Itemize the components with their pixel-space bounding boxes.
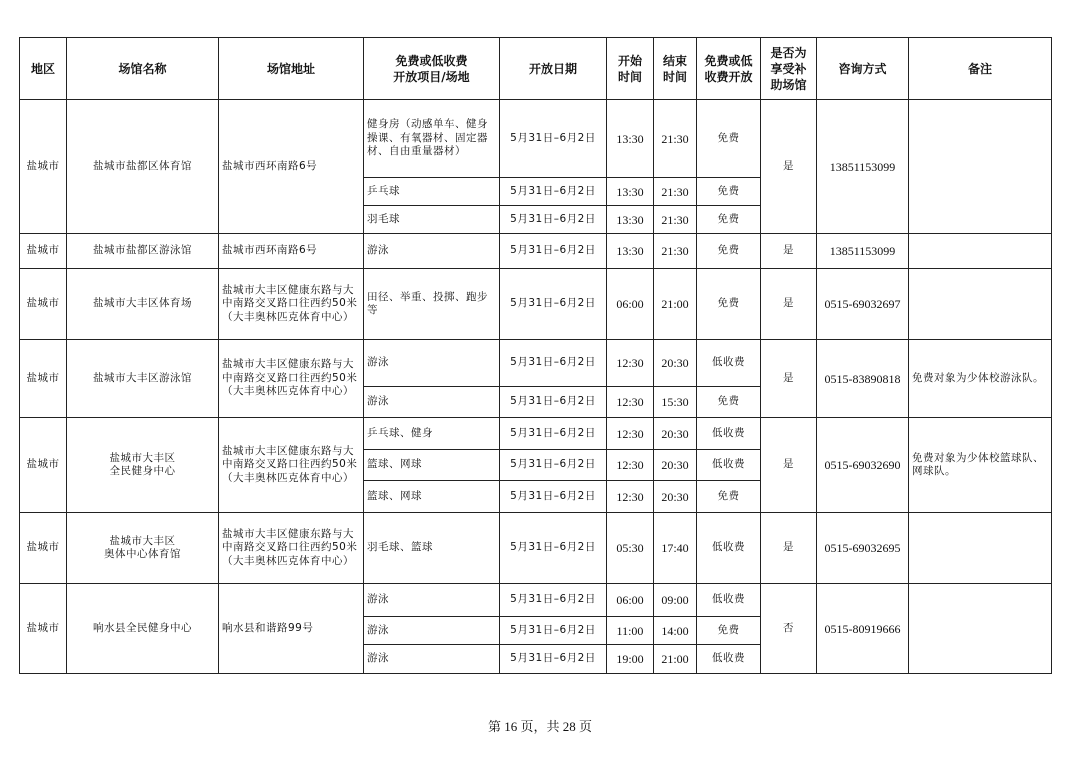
region-cell: 盐城市 bbox=[20, 269, 67, 340]
item-cell: 游泳 bbox=[364, 234, 500, 269]
end-time-cell: 14:00 bbox=[654, 617, 697, 645]
subsidy-cell: 是 bbox=[761, 100, 817, 234]
remark-cell: 免费对象为少体校游泳队。 bbox=[909, 340, 1052, 418]
date-cell: 5月31日–6月2日 bbox=[500, 481, 607, 513]
venue-name-cell: 盐城市大丰区体育场 bbox=[67, 269, 219, 340]
start-time-cell: 06:00 bbox=[607, 584, 654, 617]
table-body bbox=[20, 100, 1052, 674]
item-cell: 乒乓球 bbox=[364, 178, 500, 206]
date-cell: 5月31日–6月2日 bbox=[500, 645, 607, 674]
table-row bbox=[20, 100, 1052, 178]
header-region: 地区 bbox=[20, 38, 67, 100]
header-row bbox=[20, 38, 1052, 100]
fee-cell: 低收费 bbox=[697, 340, 761, 387]
region-cell: 盐城市 bbox=[20, 584, 67, 674]
venue-address-cell: 盐城市大丰区健康东路与大中南路交叉路口往西约50米（大丰奥林匹克体育中心） bbox=[219, 340, 364, 418]
end-time-cell: 20:30 bbox=[654, 450, 697, 481]
page-footer: 第 16 页，共 28 页 bbox=[487, 719, 592, 734]
header-items-line: 开放项目/场地 bbox=[393, 69, 470, 84]
fee-cell: 免费 bbox=[697, 269, 761, 340]
header-start bbox=[607, 38, 654, 100]
venue-name-cell: 盐城市盐都区游泳馆 bbox=[67, 234, 219, 269]
region-cell: 盐城市 bbox=[20, 100, 67, 234]
region-cell: 盐城市 bbox=[20, 234, 67, 269]
item-cell: 羽毛球、篮球 bbox=[364, 513, 500, 584]
fee-cell: 免费 bbox=[697, 617, 761, 645]
start-time-cell: 13:30 bbox=[607, 234, 654, 269]
header-end-line: 时间 bbox=[662, 69, 687, 84]
venue-name-line: 奥体中心体育馆 bbox=[104, 548, 181, 560]
item-cell: 游泳 bbox=[364, 617, 500, 645]
contact-cell: 0515-69032695 bbox=[817, 513, 909, 584]
item-cell: 篮球、网球 bbox=[364, 481, 500, 513]
fee-cell: 免费 bbox=[697, 178, 761, 206]
table-row bbox=[20, 234, 1052, 269]
end-time-cell: 21:00 bbox=[654, 269, 697, 340]
date-cell: 5月31日–6月2日 bbox=[500, 340, 607, 387]
date-cell: 5月31日–6月2日 bbox=[500, 617, 607, 645]
date-cell: 5月31日–6月2日 bbox=[500, 269, 607, 340]
start-time-cell: 13:30 bbox=[607, 206, 654, 234]
date-cell: 5月31日–6月2日 bbox=[500, 513, 607, 584]
fee-cell: 免费 bbox=[697, 481, 761, 513]
start-time-cell: 19:00 bbox=[607, 645, 654, 674]
end-time-cell: 21:30 bbox=[654, 234, 697, 269]
header-fee-line: 免费或低 bbox=[704, 53, 753, 68]
date-cell: 5月31日–6月2日 bbox=[500, 234, 607, 269]
venue-name-cell: 盐城市盐都区体育馆 bbox=[67, 100, 219, 234]
header-end bbox=[654, 38, 697, 100]
header-subsidy-line: 助场馆 bbox=[770, 77, 807, 92]
venue-address-cell: 盐城市西环南路6号 bbox=[219, 234, 364, 269]
subsidy-cell: 是 bbox=[761, 418, 817, 513]
venue-name-line: 全民健身中心 bbox=[109, 465, 176, 477]
header-items-line: 免费或低收费 bbox=[395, 53, 468, 68]
date-cell: 5月31日–6月2日 bbox=[500, 418, 607, 450]
end-time-cell: 20:30 bbox=[654, 418, 697, 450]
header-subsidy-line: 享受补 bbox=[770, 61, 807, 76]
contact-cell: 0515-69032690 bbox=[817, 418, 909, 513]
start-time-cell: 13:30 bbox=[607, 178, 654, 206]
venue-address-cell: 盐城市西环南路6号 bbox=[219, 100, 364, 234]
venue-name-line: 盐城市大丰区 bbox=[109, 534, 176, 547]
region-cell: 盐城市 bbox=[20, 340, 67, 418]
end-time-cell: 21:30 bbox=[654, 178, 697, 206]
table-row bbox=[20, 418, 1052, 450]
header-end-line: 结束 bbox=[662, 53, 687, 68]
item-cell: 游泳 bbox=[364, 645, 500, 674]
item-cell: 羽毛球 bbox=[364, 206, 500, 234]
start-time-cell: 13:30 bbox=[607, 100, 654, 178]
date-cell: 5月31日–6月2日 bbox=[500, 100, 607, 178]
subsidy-cell: 是 bbox=[761, 269, 817, 340]
remark-cell bbox=[909, 513, 1052, 584]
date-cell: 5月31日–6月2日 bbox=[500, 387, 607, 418]
fee-cell: 免费 bbox=[697, 206, 761, 234]
date-cell: 5月31日–6月2日 bbox=[500, 584, 607, 617]
start-time-cell: 12:30 bbox=[607, 340, 654, 387]
item-cell: 篮球、网球 bbox=[364, 450, 500, 481]
header-subsidy-line: 是否为 bbox=[770, 45, 807, 60]
start-time-cell: 12:30 bbox=[607, 450, 654, 481]
subsidy-cell: 是 bbox=[761, 234, 817, 269]
subsidy-cell: 是 bbox=[761, 513, 817, 584]
header-contact: 咨询方式 bbox=[817, 38, 909, 100]
fee-cell: 免费 bbox=[697, 234, 761, 269]
venue-address-cell: 盐城市大丰区健康东路与大中南路交叉路口往西约50米（大丰奥林匹克体育中心） bbox=[219, 269, 364, 340]
end-time-cell: 09:00 bbox=[654, 584, 697, 617]
header-fee-line: 收费开放 bbox=[704, 69, 753, 84]
fee-cell: 低收费 bbox=[697, 584, 761, 617]
contact-cell: 0515-69032697 bbox=[817, 269, 909, 340]
item-cell: 乒乓球、健身 bbox=[364, 418, 500, 450]
venue-name-cell: 盐城市大丰区游泳馆 bbox=[67, 340, 219, 418]
date-cell: 5月31日–6月2日 bbox=[500, 178, 607, 206]
remark-cell bbox=[909, 100, 1052, 234]
start-time-cell: 12:30 bbox=[607, 481, 654, 513]
venue-table bbox=[19, 37, 1052, 674]
fee-cell: 免费 bbox=[697, 387, 761, 418]
table-row bbox=[20, 513, 1052, 584]
item-cell: 田径、举重、投掷、跑步等 bbox=[364, 269, 500, 340]
item-cell: 健身房（动感单车、健身操课、有氧器材、固定器材、自由重量器材） bbox=[364, 100, 500, 178]
end-time-cell: 20:30 bbox=[654, 340, 697, 387]
region-cell: 盐城市 bbox=[20, 513, 67, 584]
date-cell: 5月31日–6月2日 bbox=[500, 206, 607, 234]
contact-cell: 13851153099 bbox=[817, 100, 909, 234]
remark-cell bbox=[909, 584, 1052, 674]
table-row bbox=[20, 584, 1052, 617]
contact-cell: 13851153099 bbox=[817, 234, 909, 269]
venue-address-cell: 盐城市大丰区健康东路与大中南路交叉路口往西约50米（大丰奥林匹克体育中心） bbox=[219, 418, 364, 513]
fee-cell: 低收费 bbox=[697, 450, 761, 481]
contact-cell: 0515-83890818 bbox=[817, 340, 909, 418]
header-venue: 场馆名称 bbox=[67, 38, 219, 100]
end-time-cell: 15:30 bbox=[654, 387, 697, 418]
subsidy-cell: 是 bbox=[761, 340, 817, 418]
contact-cell: 0515-80919666 bbox=[817, 584, 909, 674]
venue-address-cell: 盐城市大丰区健康东路与大中南路交叉路口往西约50米（大丰奥林匹克体育中心） bbox=[219, 513, 364, 584]
end-time-cell: 21:30 bbox=[654, 100, 697, 178]
start-time-cell: 05:30 bbox=[607, 513, 654, 584]
header-start-line: 时间 bbox=[617, 69, 642, 84]
item-cell: 游泳 bbox=[364, 340, 500, 387]
header-address: 场馆地址 bbox=[219, 38, 364, 100]
remark-cell bbox=[909, 269, 1052, 340]
region-cell: 盐城市 bbox=[20, 418, 67, 513]
header-remark: 备注 bbox=[909, 38, 1052, 100]
header-items bbox=[364, 38, 500, 100]
header-subsidy bbox=[761, 38, 817, 100]
venue-name-cell bbox=[67, 513, 219, 584]
venue-address-cell: 响水县和谐路99号 bbox=[219, 584, 364, 674]
end-time-cell: 21:00 bbox=[654, 645, 697, 674]
remark-cell: 免费对象为少体校篮球队、网球队。 bbox=[909, 418, 1052, 513]
table-row bbox=[20, 340, 1052, 387]
header-fee bbox=[697, 38, 761, 100]
venue-name-cell: 响水县全民健身中心 bbox=[67, 584, 219, 674]
start-time-cell: 06:00 bbox=[607, 269, 654, 340]
start-time-cell: 11:00 bbox=[607, 617, 654, 645]
fee-cell: 低收费 bbox=[697, 645, 761, 674]
start-time-cell: 12:30 bbox=[607, 387, 654, 418]
header-start-line: 开始 bbox=[617, 53, 642, 68]
remark-cell bbox=[909, 234, 1052, 269]
fee-cell: 免费 bbox=[697, 100, 761, 178]
venue-name-cell bbox=[67, 418, 219, 513]
header-dates: 开放日期 bbox=[500, 38, 607, 100]
end-time-cell: 20:30 bbox=[654, 481, 697, 513]
item-cell: 游泳 bbox=[364, 387, 500, 418]
fee-cell: 低收费 bbox=[697, 513, 761, 584]
subsidy-cell: 否 bbox=[761, 584, 817, 674]
end-time-cell: 21:30 bbox=[654, 206, 697, 234]
venue-name-line: 盐城市大丰区 bbox=[109, 451, 176, 464]
item-cell: 游泳 bbox=[364, 584, 500, 617]
fee-cell: 低收费 bbox=[697, 418, 761, 450]
table-row bbox=[20, 269, 1052, 340]
end-time-cell: 17:40 bbox=[654, 513, 697, 584]
date-cell: 5月31日–6月2日 bbox=[500, 450, 607, 481]
start-time-cell: 12:30 bbox=[607, 418, 654, 450]
